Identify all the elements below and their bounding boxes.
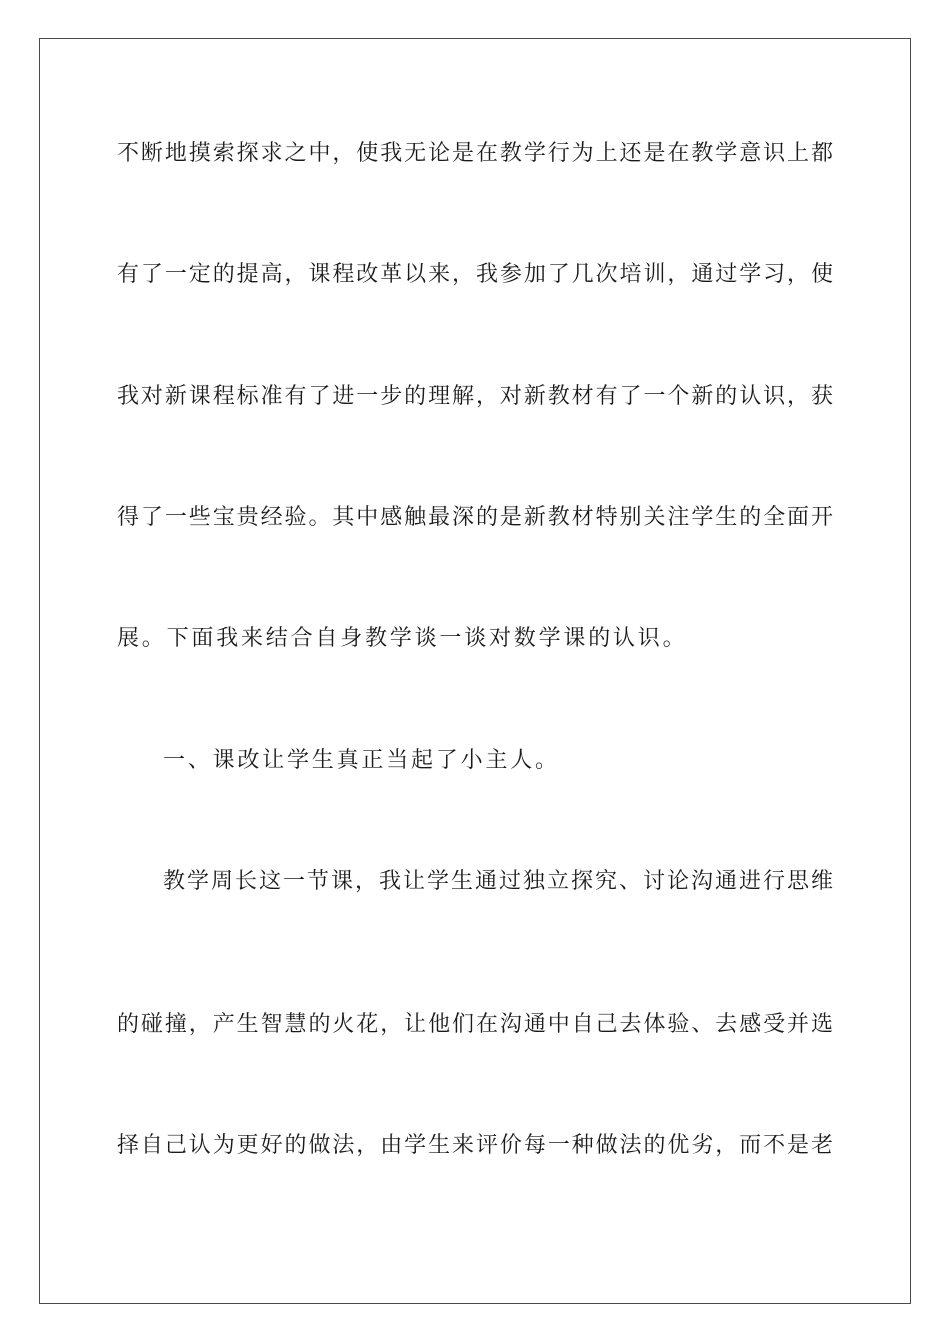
text-line-1: 不断地摸索探求之中，使我无论是在教学行为上还是在教学意识上都 <box>117 141 833 166</box>
text-line-3: 我对新课程标准有了进一步的理解，对新教材有了一个新的认识，获 <box>117 384 833 409</box>
text-line-2: 有了一定的提高，课程改革以来，我参加了几次培训，通过学习，使 <box>117 262 833 287</box>
text-line-4: 得了一些宝贵经验。其中感触最深的是新教材特别关注学生的全面开 <box>117 505 833 530</box>
text-line-9: 择自己认为更好的做法，由学生来评价每一种做法的优劣，而不是老 <box>117 1133 833 1158</box>
text-line-7: 教学周长这一节课，我让学生通过独立探究、讨论沟通进行思维 <box>163 869 833 894</box>
section-heading: 一、课改让学生真正当起了小主人。 <box>163 748 560 773</box>
text-line-8: 的碰撞，产生智慧的火花，让他们在沟通中自己去体验、去感受并选 <box>117 1012 833 1037</box>
text-line-5: 展。下面我来结合自身教学谈一谈对数学课的认识。 <box>117 626 688 651</box>
page-border <box>39 38 911 1304</box>
